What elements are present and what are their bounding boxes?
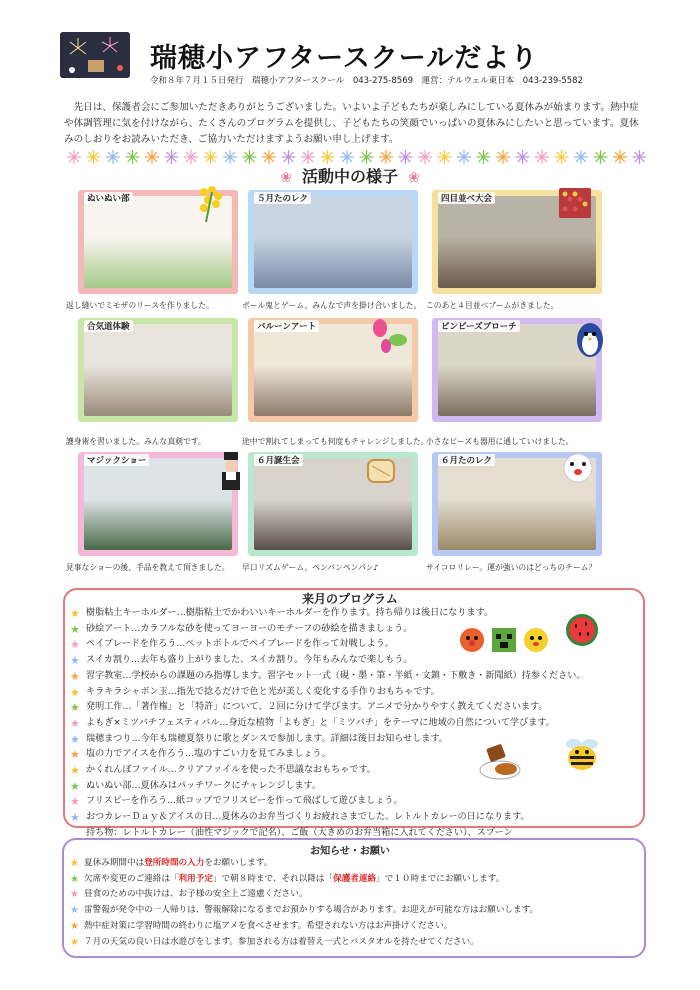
star-icon: ★ xyxy=(70,811,80,825)
curry-icon xyxy=(478,742,524,786)
photo-label: ６月たのレク xyxy=(438,454,495,466)
program-item: ★ キラキラシャボン玉…指先で捻るだけで色と光が美しく変化する手作りおもちゃです。 xyxy=(70,685,440,699)
magician-icon xyxy=(216,452,246,500)
star-icon: ★ xyxy=(70,920,79,932)
flower-icon: ❀ xyxy=(408,170,420,186)
photo-caption: ボール鬼とゲーム。みんなで声を掛け合いました。 xyxy=(242,301,422,310)
program-item: ★ スイカ割り…去年も盛り上がりました、スイカ割り。今年もみんなで楽しもう。 xyxy=(70,654,413,668)
program-item: ★ 瑞穂まつり…今年も瑞穂夏祭りに歌とダンスで参加します。詳細は後日お知らせします。 xyxy=(70,732,448,746)
photo-caption: 返し縫いでミモザのリースを作りました。 xyxy=(66,301,214,310)
notice-item: ★ 熱中症対策に学習時間の終わりに塩アメを食べさせます。希望されない方はお声掛けください。 xyxy=(70,919,640,935)
penguin-icon xyxy=(575,320,605,362)
star-icon: ★ xyxy=(70,701,80,715)
program-item: ★ 塩の力でアイスを作ろう…塩のすごい力を見てみましょう。 xyxy=(70,748,331,762)
activity-photo xyxy=(248,190,418,294)
photo-label: ビンビーズブローチ xyxy=(438,320,520,332)
program-item: ★ ペイブレードを作ろう…ペットボトルでペイブレードを作って対戦しよう。 xyxy=(70,638,394,652)
program-item: ★ 習字教室…学校からの課題のみ指導します。習字セット一式（硯・墨・筆・半紙・文鎮・下敷き・新聞紙）持参ください。 xyxy=(70,669,586,683)
photo-image xyxy=(254,196,412,288)
star-icon: ★ xyxy=(70,905,79,917)
photo-caption: 早口リズムゲーム。ペンパンペンパン♪ xyxy=(242,563,379,572)
photo-caption: 護身術を習いました。みんな真剣です。 xyxy=(66,437,206,446)
photo-caption: サイコロリレー。運が強いのはどっちのチーム？ xyxy=(426,563,597,572)
program-item: ★ ぬいぬい部…夏休みはパッチワークにチャレンジします。 xyxy=(70,779,321,793)
notice-title: お知らせ・お願い xyxy=(310,846,390,857)
header xyxy=(0,0,700,92)
notice-item: ★ ７月の天気の良い日は水遊びをします。参加される方は着替え一式とバスタオルを持たせてください。 xyxy=(70,935,640,951)
activity-photo xyxy=(78,452,238,556)
dice-icon xyxy=(560,450,596,490)
activity-photo xyxy=(78,318,238,422)
photo-label: ５月たのレク xyxy=(254,192,311,204)
notice-list xyxy=(70,856,640,950)
notice-item: ★ 夏休み期間中は登所時間の入力をお願いします。 xyxy=(70,856,640,872)
program-note: 持ち物：レトルトカレー（油性マジックで記名）、ご飯（大きめのお弁当箱に入れてください）、スプーン xyxy=(86,827,513,838)
photo-image xyxy=(84,324,232,416)
mimosa-icon xyxy=(194,184,230,228)
bee-icon xyxy=(562,734,602,778)
fireworks-logo-icon xyxy=(60,32,130,78)
program-item: ★ よもぎ×ミツバチフェスティバル…身近な植物「よもぎ」と「ミツバチ」をテーマに地域の自然について学びます。 xyxy=(70,716,555,730)
star-icon: ★ xyxy=(70,685,80,699)
program-item: ★ 砂絵アート…カラフルな砂を使ってヨーヨーのモチーフの砂絵を描きましょう。 xyxy=(70,622,413,636)
photo-label: 合気道体験 xyxy=(84,320,133,332)
photo-label: バルーンアート xyxy=(254,320,319,332)
watermelon-icon xyxy=(562,612,602,652)
photo-image xyxy=(84,458,232,550)
notice-item: ★ 雷警報が発令中の一人帰りは、警報解除になるまでお預かりする場合があります。お迎えが可能な方はお願いします。 xyxy=(70,903,640,919)
notice-item: ★ 昼食のための中抜けは、お子様の安全上ご遠慮ください。 xyxy=(70,887,640,903)
photo-image xyxy=(438,324,596,416)
star-icon: ★ xyxy=(70,732,80,746)
photo-label: 四目並べ大会 xyxy=(438,192,495,204)
photo-label: ６月誕生会 xyxy=(254,454,303,466)
activity-section-title: ❀ 活動中の様子 ❀ xyxy=(280,167,420,186)
star-icon: ★ xyxy=(70,607,80,620)
highlight-text: 保護者連絡 xyxy=(333,873,377,884)
star-icon: ★ xyxy=(70,858,79,869)
program-item: ★ 樹脂粘土キーホルダー…樹脂粘土でかわいいキーホルダーを作ります。持ち帰りは後日になります。 xyxy=(70,607,494,620)
star-icon: ★ xyxy=(70,716,80,730)
character-icons xyxy=(458,626,550,658)
photo-label: ぬいぬい部 xyxy=(84,192,133,204)
star-icon: ★ xyxy=(70,873,79,885)
bread-icon xyxy=(364,452,400,488)
star-icon: ★ xyxy=(70,936,79,948)
program-item: ★ フリスビーを作ろう…紙コップでフリスビーを作って飛ばして遊びましょう。 xyxy=(70,795,403,809)
star-icon: ★ xyxy=(70,889,79,901)
flower-icon: ❀ xyxy=(280,170,292,186)
photo-caption: 途中で割れてしまっても何度もチャレンジしました。 xyxy=(242,437,429,446)
star-icon: ★ xyxy=(70,764,80,778)
photo-caption: 見事なショーの後、手品を教えて頂きました。 xyxy=(66,563,230,572)
program-title: 来月のプログラム xyxy=(302,592,398,606)
star-icon: ★ xyxy=(70,622,80,636)
photo-caption: このあと４目並べブームがきました。 xyxy=(426,301,559,310)
star-icon: ★ xyxy=(70,638,80,652)
connect-four-icon xyxy=(559,188,591,222)
notice-item: ★ 欠席や変更のご連絡は「利用予定」で朝８時まで、それ以降は「保護者連絡」で１０時までにお願いします。 xyxy=(70,872,640,888)
highlight-text: 登所時間の入力 xyxy=(144,858,205,868)
star-icon: ★ xyxy=(70,795,80,809)
intro-text: 先日は、保護者会にご参加いただきありがとうございました。いよいよ子どもたちが楽しみにしている夏休みが始まります。熱中症や体調管理に気を付けながら、たくさんのプログラムを提供し、子どもたちの笑顔でいっぱいの夏休みにしたいと思っています。夏休みのしおりをお読みいただき、ご協力いただけますようお願い申し上げます。 xyxy=(64,102,639,145)
page-title: 瑞穂小アフタースクールだより xyxy=(150,43,539,74)
highlight-text: 利用予定 xyxy=(178,873,213,884)
star-icon: ★ xyxy=(70,748,80,762)
program-item: ★ おつカレーＤａｙ＆アイスの日…夏休みのお弁当づくりお疲れさまでした。レトルトカレーの日になります。 xyxy=(70,811,530,825)
publication-info: 令和８年７月１５日発行 瑞穂小アフタースクール 043-275-8569 運営：テルウェル東日本 043-239-5582 xyxy=(150,76,583,86)
star-icon: ★ xyxy=(70,779,80,793)
star-icon: ★ xyxy=(70,669,80,683)
star-icon: ★ xyxy=(70,654,80,668)
program-item: ★ かくれんぼファイル…クリアファイルを使った不思議なおもちゃです。 xyxy=(70,764,376,778)
photo-label: マジックショー xyxy=(84,454,149,466)
photo-caption: 小さなビーズも器用に通していけました。 xyxy=(426,437,574,446)
balloon-icon xyxy=(368,318,414,362)
program-item: ★ 発明工作…「著作権」と「特許」について、２回に分けて学びます。アニメで分かりやすく教えてくださいます。 xyxy=(70,701,548,715)
